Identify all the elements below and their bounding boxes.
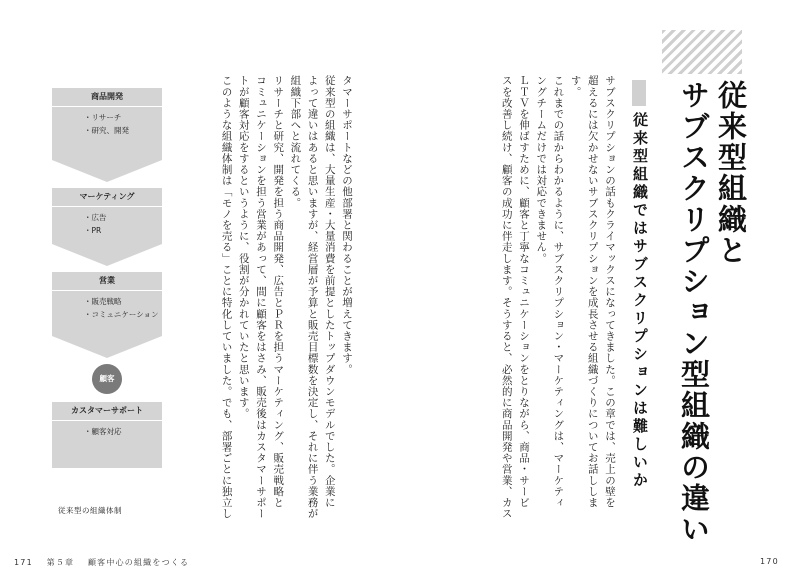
flow-box-title: 営業 [52, 272, 162, 291]
flow-box-title: カスタマーサポート [52, 402, 162, 421]
title-hatch-decoration [662, 30, 742, 74]
flow-box-product-dev [52, 88, 162, 160]
flow-box-item: ・リサーチ [84, 113, 122, 122]
left-footer [14, 557, 199, 568]
flow-box-item: ・コミュニケーション [84, 310, 159, 319]
flow-box-item: ・PR [84, 226, 102, 235]
flow-box-item: ・広告 [84, 213, 107, 222]
section-title: 従来型組織と サブスクリプション型組織の違い [677, 80, 748, 545]
customer-circle: 顧客 [92, 364, 122, 394]
subtitle-marker [632, 80, 646, 106]
section-subtitle: 従来型組織ではサブスクリプションは難しいか [631, 112, 649, 490]
chapter-label: 第５章 [46, 558, 75, 567]
left-page-number: 171 [14, 558, 33, 567]
flow-box-title: マーケティング [52, 188, 162, 207]
right-page-number: 170 [760, 557, 779, 566]
right-page-body-text: サブスクリプションの話もクライマックスになってきました。この章では、売上の壁を 超えるには欠かせないサブスクリプションを成長させる組織づくりについてお話ししま す。 これまでの話からわかるように、サブスクリプション・マーケティングは、マーケティ ングチームだけでは対応できません。 ＬＴＶを伸ばすために、顧客と丁寧なコミュニケーションをとりながら、商品・サービ スを改善し続け、顧客の成功に伴走します。そうすると、必然的に商品開発や営業、カス [500, 75, 616, 519]
diagram-caption: 従来型の組織体制 [58, 506, 122, 515]
chapter-title: 顧客中心の組織をつくる [87, 558, 190, 567]
flow-box-item: ・研究、開発 [84, 126, 129, 135]
flow-box-title: 商品開発 [52, 88, 162, 107]
flow-box-item: ・顧客対応 [84, 427, 122, 436]
flow-box-customer-support [52, 402, 162, 468]
flow-box-item: ・販売戦略 [84, 297, 122, 306]
flow-box-marketing [52, 188, 162, 244]
left-page-body-text: タマーサポートなどの他部署と関わることが増えてきます。 従来型の組織は、大量生産・大量消費を前提としたトップダウンモデルでした。企業に よって違いはあると思いますが、経営層が予算と販売目標数を決定し、それに伴う業務が 組織下部へと流れてくる。 リサーチと研究、開発を担う商品開発、広告とＰＲを担うマーケティング、販売戦略と コミュニケーションを担う営業があって、間に顧客をはさみ、販売後はカスタマーサポー トが顧客対応をするというように、役割が分かれていたと思います。 このような組織体制は「モノを売る」ことに特化していました。でも、部署ごとに独立し [220, 75, 353, 519]
flow-box-sales [52, 272, 162, 336]
